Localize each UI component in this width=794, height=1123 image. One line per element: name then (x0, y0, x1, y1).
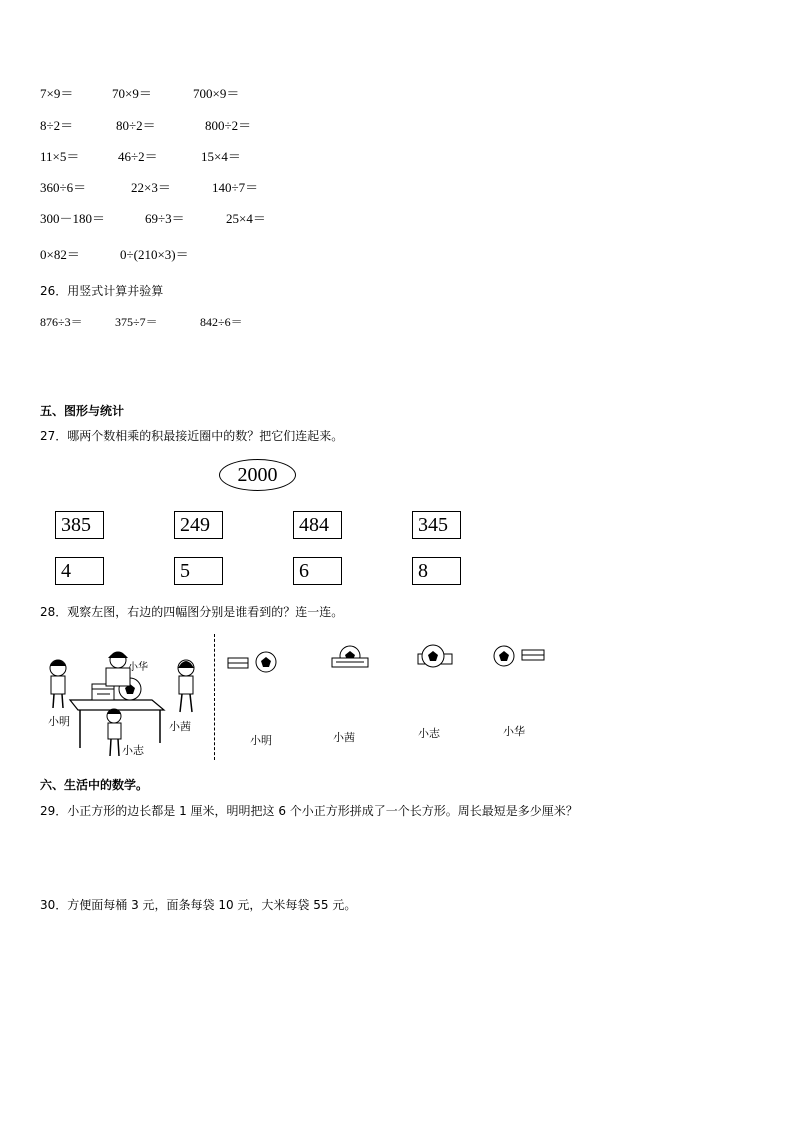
equation: 11×5＝ (40, 149, 80, 164)
equation: 7×9＝ (40, 86, 74, 101)
equation: 80÷2＝ (116, 118, 156, 133)
dashed-divider (214, 634, 215, 760)
equation: 140÷7＝ (212, 180, 259, 195)
view-ball-front-box (416, 644, 454, 670)
view-ball-behind-box (330, 646, 370, 670)
number-box: 5 (174, 557, 223, 585)
target-number: 2000 (237, 463, 278, 486)
question-26-title: 26．用竖式计算并验算 (40, 284, 164, 298)
view-label: 小华 (503, 725, 525, 738)
view-label: 小志 (418, 727, 440, 740)
section-6-heading: 六、生活中的数学。 (40, 778, 149, 792)
question-29-title: 29．小正方形的边长都是 1 厘米，明明把这 6 个小正方形拼成了一个长方形。周长最短是多少厘米？ (40, 804, 578, 818)
equation: 15×4＝ (201, 149, 241, 164)
equation: 70×9＝ (112, 86, 152, 101)
number-box: 4 (55, 557, 104, 585)
division-item: 876÷3＝ (40, 315, 83, 329)
view-box-ball (226, 650, 280, 674)
scene-label: 小茜 (169, 720, 191, 733)
question-27-title: 27．哪两个数相乘的积最接近圈中的数？把它们连起来。 (40, 429, 344, 443)
equation: 46÷2＝ (118, 149, 158, 164)
scene-label: 小明 (48, 715, 70, 728)
view-ball-box (492, 644, 548, 670)
equation: 8÷2＝ (40, 118, 74, 133)
number-box: 249 (174, 511, 223, 539)
equation: 700×9＝ (193, 86, 240, 101)
question-28-title: 28．观察左图，右边的四幅图分别是谁看到的？连一连。 (40, 605, 344, 619)
section-5-heading: 五、图形与统计 (40, 404, 125, 418)
equation: 0÷(210×3)＝ (120, 247, 189, 262)
equation: 800÷2＝ (205, 118, 252, 133)
equation: 0×82＝ (40, 247, 80, 262)
view-label: 小茜 (333, 731, 355, 744)
number-box: 345 (412, 511, 461, 539)
equation: 300－180＝ (40, 211, 106, 226)
division-item: 842÷6＝ (200, 315, 243, 329)
equation: 69÷3＝ (145, 211, 185, 226)
number-box: 385 (55, 511, 104, 539)
number-box: 6 (293, 557, 342, 585)
view-label: 小明 (250, 734, 272, 747)
number-box: 484 (293, 511, 342, 539)
equation: 360÷6＝ (40, 180, 87, 195)
scene-label: 小华 (128, 662, 148, 673)
equation: 22×3＝ (131, 180, 171, 195)
target-number-oval (219, 459, 296, 491)
scene-label: 小志 (122, 744, 144, 757)
equation: 25×4＝ (226, 211, 266, 226)
number-box: 8 (412, 557, 461, 585)
question-30-title: 30．方便面每桶 3 元，面条每袋 10 元，大米每袋 55 元。 (40, 898, 357, 912)
division-item: 375÷7＝ (115, 315, 158, 329)
